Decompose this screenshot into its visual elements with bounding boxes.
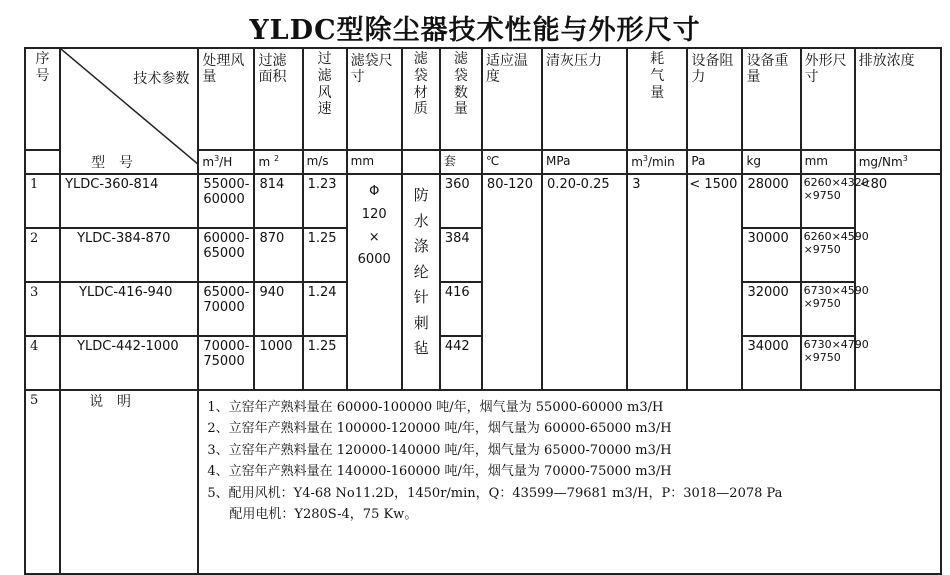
unit-filter-area: m $^2$ bbox=[254, 150, 302, 174]
resistance-cell: < 1500 bbox=[687, 174, 742, 390]
header-filter-speed: 过滤风速 bbox=[303, 48, 347, 150]
header-seq: 序号 bbox=[25, 48, 60, 150]
row-seq: 2 bbox=[25, 228, 60, 282]
row-seq: 4 bbox=[25, 336, 60, 390]
row-bag-count: 442 bbox=[440, 336, 482, 390]
notes-seq: 5 bbox=[25, 390, 60, 574]
row-air-volume: 60000-65000 bbox=[198, 228, 254, 282]
header-clean-pressure: 清灰压力 bbox=[542, 48, 627, 150]
header-weight: 设备重量 bbox=[742, 48, 800, 150]
row-weight: 28000 bbox=[742, 174, 800, 228]
note-line-2: 2、立窑年产熟料量在 100000-120000 吨/年，烟气量为 60000-65000 m3/H bbox=[207, 421, 672, 437]
unit-bag-size: mm bbox=[347, 150, 402, 174]
row-air-volume: 65000-70000 bbox=[198, 282, 254, 336]
row-filter-speed: 1.24 bbox=[303, 282, 347, 336]
unit-temp: ℃ bbox=[482, 150, 542, 174]
row-air-volume: 70000-75000 bbox=[198, 336, 254, 390]
header-bag-size: 滤袋尺寸 bbox=[347, 48, 402, 150]
row-filter-speed: 1.25 bbox=[303, 228, 347, 282]
row-dimensions: 6260×4590 ×9750 bbox=[801, 228, 855, 282]
note-line-6: 配用电机：Y280S-4，75 Kw。 bbox=[229, 507, 418, 523]
row-bag-count: 384 bbox=[440, 228, 482, 282]
bag-size-times: × bbox=[368, 229, 380, 245]
row-seq: 3 bbox=[25, 282, 60, 336]
row-filter-area: 1000 bbox=[254, 336, 302, 390]
row-model: YLDC-384-870 bbox=[60, 228, 198, 282]
page-title: YLDC型除尘器技术性能与外形尺寸 bbox=[249, 15, 701, 46]
unit-bag-material-empty bbox=[402, 150, 440, 174]
unit-dimensions: mm bbox=[801, 150, 855, 174]
unit-seq-empty bbox=[25, 150, 60, 174]
clean-pressure-cell: 0.20-0.25 bbox=[542, 174, 627, 390]
note-line-5: 5、配用风机：Y4-68 No11.2D，1450r/min，Q：43599—79681 m3/H，P：3018—2078 Pa bbox=[207, 485, 783, 501]
header-bag-material: 滤袋材质 bbox=[402, 48, 440, 150]
header-resistance: 设备阻力 bbox=[687, 48, 742, 150]
bag-size-diameter: 120 bbox=[361, 206, 387, 222]
row-dimensions: 6730×4590 ×9750 bbox=[801, 282, 855, 336]
row-dimensions: 6260×4320 ×9750 bbox=[801, 174, 855, 228]
unit-filter-speed: m/s bbox=[303, 150, 347, 174]
header-params: 技术参数 bbox=[133, 71, 190, 87]
row-weight: 30000 bbox=[742, 228, 800, 282]
unit-emission: mg/Nm$^3$ bbox=[855, 150, 941, 174]
header-gas-use: 耗气量 bbox=[627, 48, 687, 150]
temp-cell: 80-120 bbox=[482, 174, 542, 390]
bag-size-phi: Φ bbox=[369, 184, 380, 199]
bag-size-cell bbox=[347, 174, 402, 390]
notes-row bbox=[25, 390, 941, 574]
note-line-1: 1、立窑年产熟料量在 60000-100000 吨/年，烟气量为 55000-60000 m3/H bbox=[207, 400, 664, 415]
header-emission: 排放浓度 bbox=[855, 48, 941, 150]
note-line-4: 4、立窑年产熟料量在 140000-160000 吨/年，烟气量为 70000-75000 m3/H bbox=[207, 464, 672, 480]
diagonal-line bbox=[61, 49, 199, 165]
header-filter-area: 过滤面积 bbox=[254, 48, 302, 150]
header-model: 型 号 bbox=[91, 154, 134, 171]
row-weight: 34000 bbox=[742, 336, 800, 390]
note-line-3: 3、立窑年产熟料量在 120000-140000 吨/年，烟气量为 65000-70000 m3/H bbox=[207, 442, 672, 458]
row-seq: 1 bbox=[25, 174, 60, 228]
row-filter-speed: 1.23 bbox=[303, 174, 347, 228]
unit-gas-use: $m^3/\min$ bbox=[627, 150, 687, 174]
bag-size-length: 6000 bbox=[357, 252, 391, 268]
header-temp: 适应温度 bbox=[482, 48, 542, 150]
notes-label: 说 明 bbox=[60, 390, 198, 574]
header-row bbox=[25, 48, 941, 150]
unit-resistance: Pa bbox=[687, 150, 742, 174]
header-dimensions: 外形尺寸 bbox=[801, 48, 855, 150]
spec-table bbox=[24, 47, 942, 575]
bag-material-cell: 防 水 涤 纶 针 刺 毡 bbox=[402, 174, 440, 390]
gas-use-cell: 3 bbox=[627, 174, 687, 390]
row-filter-area: 870 bbox=[254, 228, 302, 282]
table-row bbox=[25, 174, 941, 228]
row-filter-area: 814 bbox=[254, 174, 302, 228]
unit-weight: kg bbox=[742, 150, 800, 174]
header-bag-count: 滤袋数量 bbox=[440, 48, 482, 150]
notes-body bbox=[198, 390, 941, 574]
unit-bag-count: 套 bbox=[440, 150, 482, 174]
row-weight: 32000 bbox=[742, 282, 800, 336]
row-model: YLDC-360-814 bbox=[60, 174, 198, 228]
row-filter-speed: 1.25 bbox=[303, 336, 347, 390]
row-filter-area: 940 bbox=[254, 282, 302, 336]
row-dimensions: 6730×4790 ×9750 bbox=[801, 336, 855, 390]
unit-clean-pressure: MPa bbox=[542, 150, 627, 174]
row-model: YLDC-416-940 bbox=[60, 282, 198, 336]
header-diagonal-cell bbox=[60, 48, 198, 174]
row-bag-count: 416 bbox=[440, 282, 482, 336]
row-air-volume: 55000-60000 bbox=[198, 174, 254, 228]
emission-cell: <80 bbox=[855, 174, 941, 390]
row-bag-count: 360 bbox=[440, 174, 482, 228]
unit-air-volume: $m^3/H$ bbox=[198, 150, 254, 174]
row-model: YLDC-442-1000 bbox=[60, 336, 198, 390]
header-air-volume: 处理风量 bbox=[198, 48, 254, 150]
